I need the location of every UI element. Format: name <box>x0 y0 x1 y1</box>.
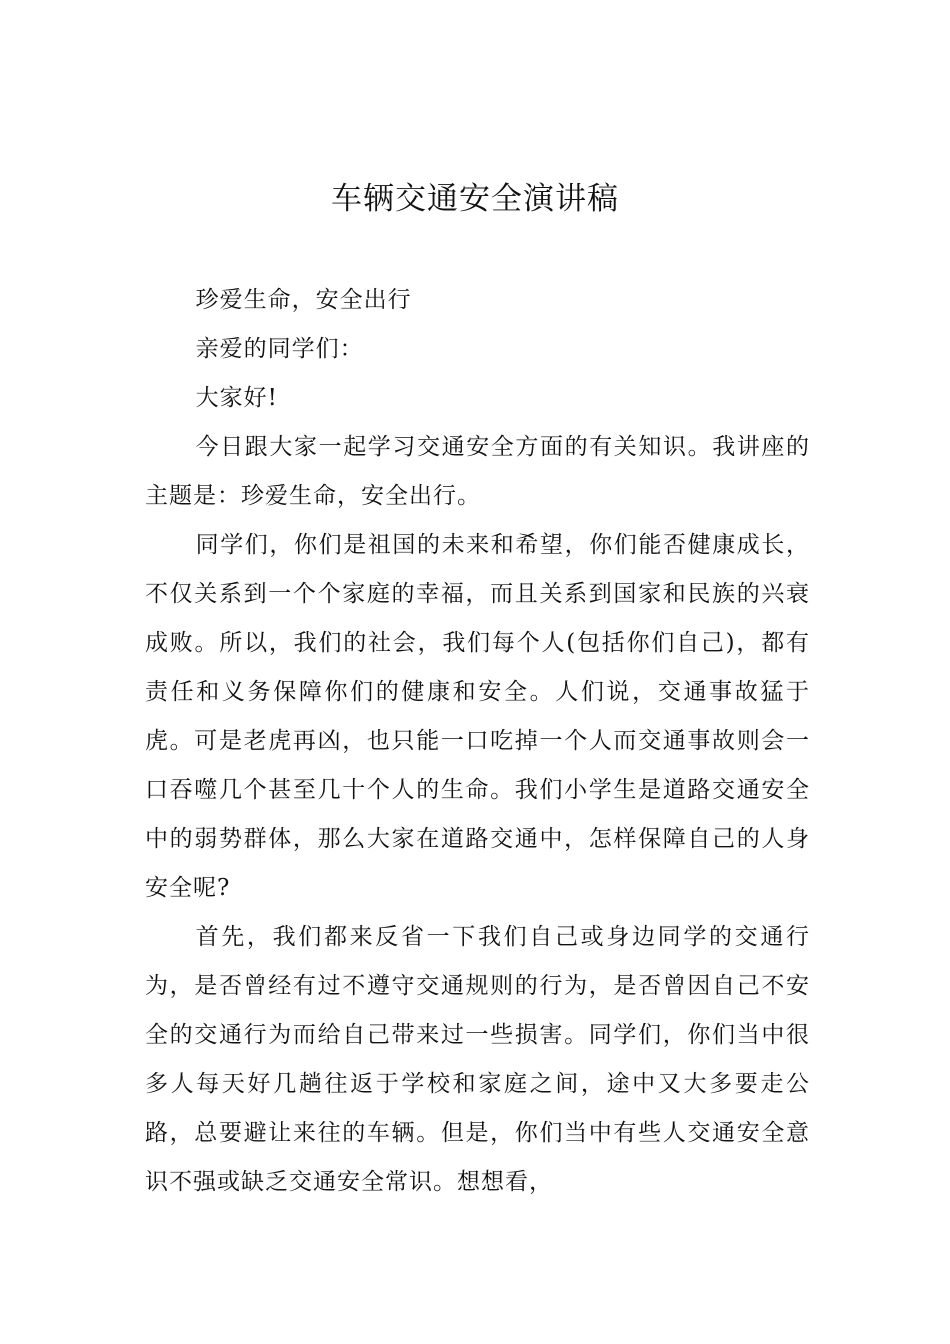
paragraph-intro: 今日跟大家一起学习交通安全方面的有关知识。我讲座的主题是：珍爱生命，安全出行。 <box>145 434 810 509</box>
document-title: 车辆交通安全演讲稿 <box>331 181 619 217</box>
paragraph-slogan: 珍爱生命，安全出行 <box>195 287 412 313</box>
paragraph-salutation: 亲爱的同学们： <box>195 336 364 362</box>
paragraph-greeting: 大家好! <box>195 385 278 411</box>
paragraph-body-2: 首先，我们都来反省一下我们自己或身边同学的交通行为，是否曾经有过不遵守交通规则的行为，是否曾因自己不安全的交通行为而给自己带来过一些损害。同学们，你们当中很多人每天好几趟往返于学校和家庭之间，途中又大多要走公路，总要避让来往的车辆。但是，你们当中有些人交通安全意识不强或缺乏交通安全常识。想想看， <box>145 924 810 1195</box>
document-body <box>145 276 810 1207</box>
paragraph-body-1: 同学们，你们是祖国的未来和希望，你们能否健康成长，不仅关系到一个个家庭的幸福，而且关系到国家和民族的兴衰成败。所以，我们的社会，我们每个人(包括你们自己)，都有责任和义务保障你们的健康和安全。人们说，交通事故猛于虎。可是老虎再凶，也只能一口吃掉一个人而交通事故则会一口吞噬几个甚至几十个人的生命。我们小学生是道路交通安全中的弱势群体，那么大家在道路交通中，怎样保障自己的人身安全呢? <box>145 532 810 901</box>
